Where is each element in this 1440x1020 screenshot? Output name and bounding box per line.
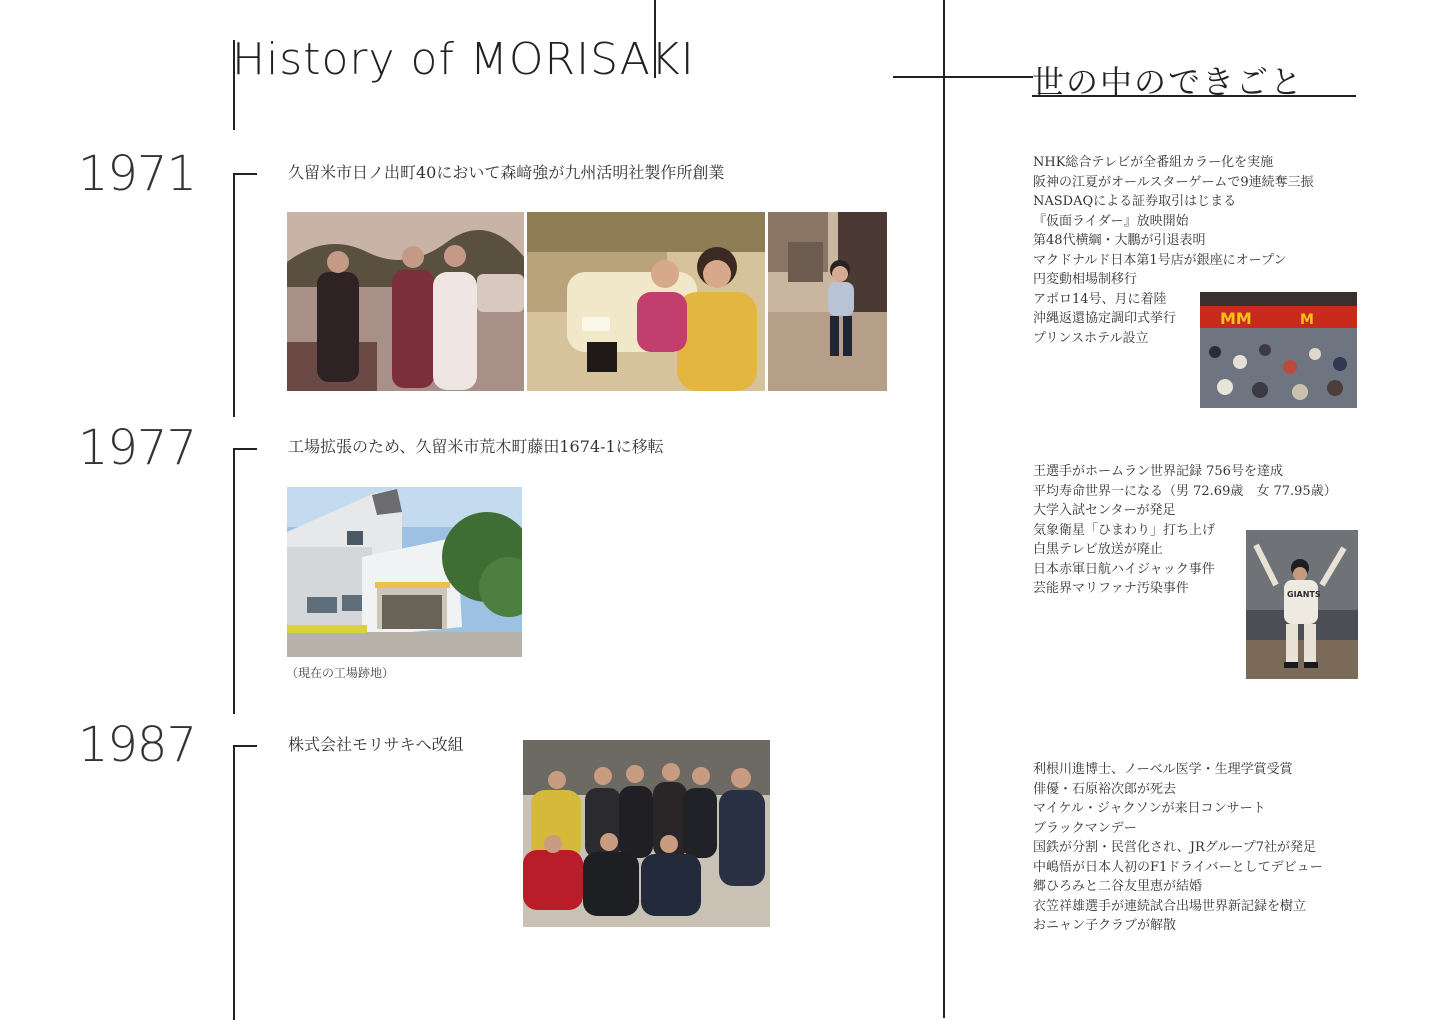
world-event-item: おニャン子クラブが解散 [1033, 918, 1177, 933]
world-event-item: 気象衛星「ひまわり」打ち上げ [1033, 522, 1216, 538]
baseball-player-photo [1246, 530, 1358, 679]
world-event-item: NHK総合テレビが全番組カラー化を実施 [1033, 155, 1274, 170]
world-events-list-1987 [1033, 760, 1323, 936]
event-text-1977: 工場拡張のため、久留米市荒木町藤田1674-1に移転 [288, 437, 664, 456]
world-event-item: マイケル・ジャクソンが来日コンサート [1033, 801, 1266, 816]
year-1971: 1971 [77, 146, 196, 202]
world-event-item: 俳優・石原裕次郎が死去 [1033, 781, 1177, 797]
three-men-by-cars-photo [287, 212, 524, 391]
mother-and-child-photo [527, 212, 765, 391]
svg-text:M: M [1300, 312, 1314, 328]
toddler-standing-photo [768, 212, 887, 391]
year-1987: 1987 [77, 717, 196, 773]
page-divider [943, 0, 945, 1018]
world-event-item: 中嶋悟が日本人初のF1ドライバーとしてデビュー [1033, 859, 1323, 875]
world-event-item: 王選手がホームラン世界記録 756号を達成 [1033, 464, 1283, 479]
year-1977: 1977 [77, 420, 196, 476]
timeline-bracket-1971 [233, 173, 257, 417]
world-event-item: 郷ひろみと二谷友里恵が結婚 [1033, 879, 1203, 894]
world-event-item: マクドナルド日本第1号店が銀座にオープン [1033, 252, 1287, 268]
page-title: History of MORISAKI [232, 34, 695, 85]
world-event-item: 『仮面ライダー』放映開始 [1033, 213, 1189, 229]
world-event-item: アポロ14号、月に着陸 [1033, 291, 1167, 307]
world-event-item: プリンスホテル設立 [1033, 330, 1149, 346]
world-event-item: 衣笠祥雄選手が連続試合出場世界新記録を樹立 [1033, 898, 1307, 914]
world-event-item: 芸能界マリファナ汚染事件 [1033, 581, 1189, 596]
svg-text:MM: MM [1220, 309, 1252, 328]
world-event-item: 第48代横綱・大鵬が引退表明 [1033, 233, 1206, 248]
svg-text:GIANTS: GIANTS [1287, 590, 1321, 599]
factory-building-photo [287, 487, 522, 657]
factory-photo-caption: （現在の工場跡地） [286, 666, 395, 680]
world-event-item: NASDAQによる証券取引はじまる [1033, 194, 1237, 209]
timeline-bracket-1987 [233, 745, 257, 1020]
timeline-bracket-1977 [233, 448, 257, 714]
mcdonalds-ginza-photo [1200, 292, 1357, 408]
world-event-item: 日本赤軍日航ハイジャック事件 [1033, 561, 1215, 577]
event-text-1971: 久留米市日ノ出町40において森﨑強が九州活明社製作所創業 [288, 163, 725, 182]
world-event-item: 平均寿命世界一になる（男 72.69歳 女 77.95歳） [1033, 483, 1337, 499]
world-event-item: 円変動相場制移行 [1033, 272, 1138, 287]
world-events-title: 世の中のできごと [1032, 63, 1305, 101]
world-event-item: 国鉄が分割・民営化され、JRグループ7社が発足 [1033, 840, 1317, 855]
event-text-1987: 株式会社モリサキへ改組 [288, 735, 464, 754]
world-event-item: 大学入試センターが発足 [1033, 503, 1176, 518]
world-event-item: ブラックマンデー [1033, 820, 1137, 836]
world-event-item: 沖縄返還協定調印式挙行 [1033, 311, 1177, 326]
company-group-photo [523, 740, 770, 927]
world-event-item: 利根川進博士、ノーベル医学・生理学賞受賞 [1033, 762, 1293, 777]
world-event-item: 阪神の江夏がオールスターゲームで9連続奪三振 [1033, 174, 1314, 190]
world-event-item: 白黒テレビ放送が廃止 [1033, 542, 1163, 557]
side-title-rule [893, 76, 1033, 78]
